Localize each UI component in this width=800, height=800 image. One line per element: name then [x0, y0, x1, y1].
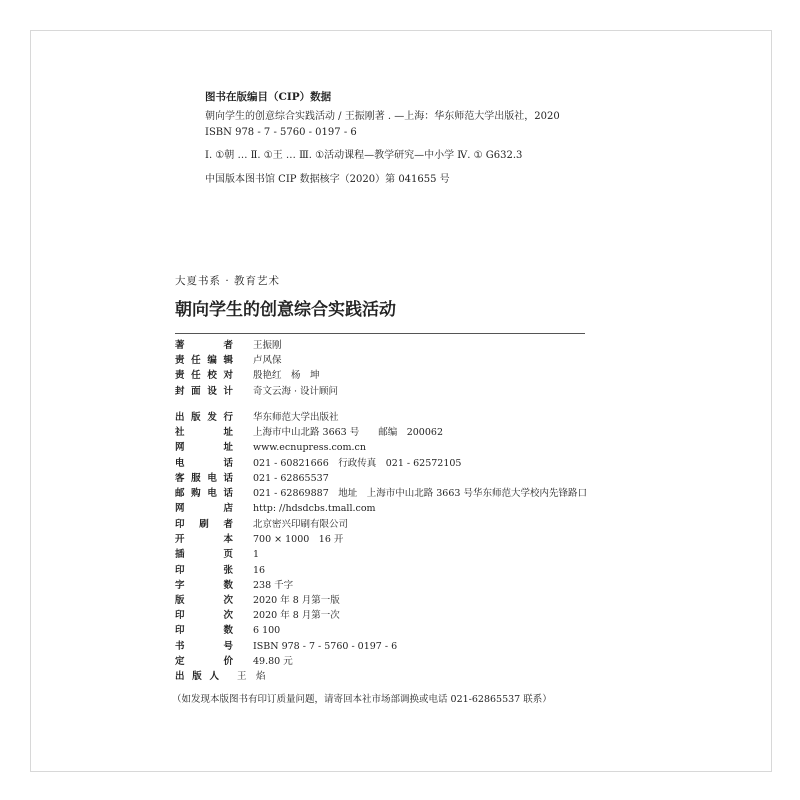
row-label: 开本	[175, 534, 233, 546]
publisher-info-row	[175, 488, 587, 500]
credits-row	[175, 340, 282, 352]
row-value: 021 - 60821666 行政传真 021 - 62572105	[253, 457, 462, 469]
credits-row	[175, 370, 320, 382]
print-info-row	[175, 549, 260, 561]
cip-line: 中国版本图书馆 CIP 数据核字（2020）第 041655 号	[205, 174, 450, 185]
row-label: 社址	[175, 427, 233, 439]
book-title: 朝向学生的创意综合实践活动	[175, 300, 396, 320]
row-value: 1	[253, 549, 260, 561]
page-frame	[30, 30, 772, 772]
row-value: 6 100	[253, 625, 281, 637]
row-value: 2020 年 8 月第一版	[253, 595, 340, 606]
row-value: 奇文云海 · 设计顾问	[253, 385, 339, 397]
cip-line: Ⅰ. ①朝 … Ⅱ. ①王 … Ⅲ. ①活动课程—教学研究—中小学 Ⅳ. ① G632.3	[205, 150, 523, 161]
row-label: 印刷者	[175, 519, 233, 530]
row-label: 网址	[175, 442, 233, 454]
print-info-row	[175, 534, 344, 546]
row-label: 封面设计	[175, 385, 233, 397]
row-value: 上海市中山北路 3663 号 邮编 200062	[253, 427, 443, 439]
quality-note: （如发现本版图书有印订质量问题，请寄回本社市场部调换或电话 021-62865537 联系）	[172, 694, 552, 705]
row-label: 客服电话	[175, 472, 233, 484]
row-label: 邮购电话	[175, 488, 233, 499]
divider	[175, 333, 585, 334]
print-info-row	[175, 579, 294, 592]
row-label: 出版发行	[175, 412, 233, 423]
row-value: 16	[253, 564, 266, 576]
cip-heading: 图书在版编目（CIP）数据	[205, 91, 332, 103]
publisher-info-row	[175, 442, 366, 454]
print-info-row	[175, 655, 293, 668]
row-value: 王振刚	[253, 340, 282, 351]
row-value: 华东师范大学出版社	[253, 412, 339, 423]
print-info-row	[175, 595, 340, 607]
row-label: 出版人	[175, 671, 219, 682]
publisher-info-row	[175, 412, 339, 424]
row-label: 电话	[175, 457, 233, 469]
row-value: http: //hdsdcbs.tmall.com	[253, 503, 376, 515]
row-value: ISBN 978 - 7 - 5760 - 0197 - 6	[253, 640, 398, 652]
row-label: 网店	[175, 503, 233, 515]
print-info-row	[175, 519, 349, 531]
print-info-row	[175, 610, 340, 622]
credits-row	[175, 355, 282, 367]
row-label: 印张	[175, 564, 233, 576]
cip-line: 朝向学生的创意综合实践活动 / 王振刚著 . —上海：华东师范大学出版社，2020	[205, 111, 560, 122]
row-label: 印数	[175, 625, 233, 637]
row-value: 殷艳红 杨 坤	[253, 370, 320, 382]
print-info-row	[175, 564, 266, 577]
book-series: 大夏书系 · 教育艺术	[175, 275, 281, 287]
row-value: 北京密兴印刷有限公司	[253, 519, 349, 530]
cip-line: ISBN 978 - 7 - 5760 - 0197 - 6	[205, 127, 357, 138]
row-value: 2020 年 8 月第一次	[253, 610, 340, 622]
row-value: www.ecnupress.com.cn	[253, 442, 366, 454]
row-value: 021 - 62865537	[253, 472, 329, 484]
print-info-row	[175, 640, 398, 653]
row-label: 著者	[175, 340, 233, 351]
row-label: 书号	[175, 640, 233, 652]
row-label: 字数	[175, 579, 233, 591]
row-label: 责任校对	[175, 370, 233, 382]
row-label: 版次	[175, 595, 233, 606]
row-value: 238 千字	[253, 579, 294, 591]
print-info-row	[175, 625, 281, 637]
publisher-info-row	[175, 472, 329, 485]
row-label: 插页	[175, 549, 233, 561]
publisher-info-row	[175, 503, 376, 515]
publisher-info-row	[175, 457, 462, 470]
row-value: 021 - 62869887 地址 上海市中山北路 3663 号华东师范大学校内先锋路口	[253, 488, 587, 499]
publisher-person-row	[175, 671, 266, 683]
row-value: 700 × 1000 16 开	[253, 534, 344, 546]
row-value: 卢风保	[253, 355, 282, 367]
publisher-info-row	[175, 427, 443, 439]
row-label: 定价	[175, 655, 233, 667]
credits-row	[175, 385, 339, 398]
row-value: 49.80 元	[253, 655, 293, 667]
row-label: 印次	[175, 610, 233, 622]
row-label: 责任编辑	[175, 355, 233, 367]
row-value: 王 焰	[237, 671, 266, 682]
